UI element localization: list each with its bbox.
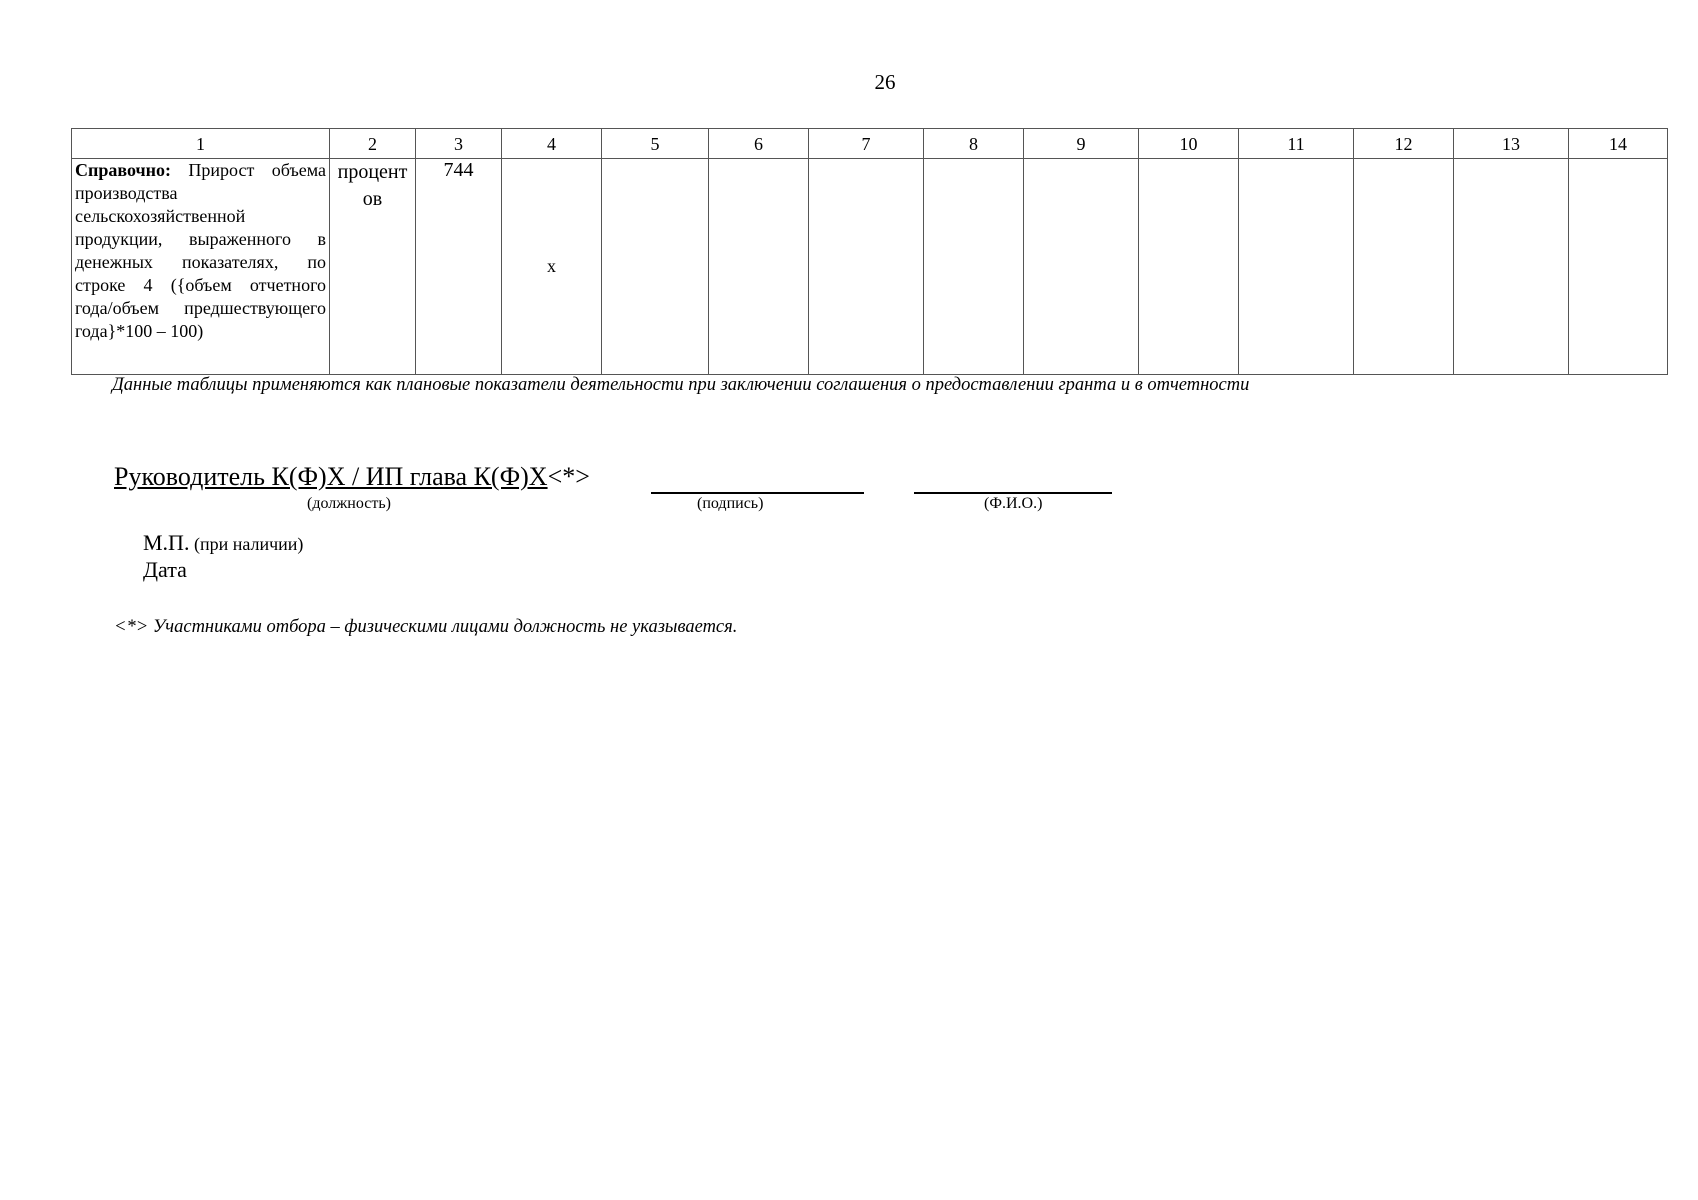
indicator-description: Прирост объема производства сельскохозяйственной продукции, выраженного в денежных показателях, по строке 4 ({объем отчетного года/объем предшествующего года}*100 – 100) — [75, 160, 326, 341]
position-title: Руководитель К(Ф)Х / ИП глава К(Ф)Х — [114, 462, 548, 491]
column-header: 12 — [1354, 129, 1454, 159]
stamp-hint: (при наличии) — [189, 534, 304, 554]
column-header: 4 — [502, 129, 602, 159]
code-cell: 744 — [416, 159, 502, 375]
column-header: 14 — [1569, 129, 1668, 159]
column-header: 8 — [924, 129, 1024, 159]
footnote: <*> Участниками отбора – физическими лицами должность не указывается. — [114, 617, 738, 637]
column-header: 10 — [1139, 129, 1239, 159]
stamp-abbrev: М.П. — [143, 530, 190, 555]
caption-signature: (подпись) — [697, 495, 764, 512]
column-header: 9 — [1024, 129, 1139, 159]
table-cell — [1239, 159, 1354, 375]
table-cell — [1569, 159, 1668, 375]
column-header: 11 — [1239, 129, 1354, 159]
page-number: 26 — [874, 70, 896, 94]
name-line — [914, 468, 1112, 494]
table-cell — [709, 159, 809, 375]
table-cell — [809, 159, 924, 375]
stamp-label — [143, 530, 303, 556]
caption-position: (должность) — [307, 495, 391, 512]
table-note: Данные таблицы применяются как плановые показатели деятельности при заключении соглашения о предоставлении гранта и в отчетности — [112, 375, 1250, 395]
table-cell — [602, 159, 709, 375]
indicator-name-cell — [72, 159, 330, 375]
table-header-row — [72, 129, 1668, 159]
col4-cell: x — [502, 159, 602, 375]
signature-line — [651, 468, 864, 494]
table-cell — [1024, 159, 1139, 375]
position-marker: <*> — [547, 462, 590, 491]
date-label: Дата — [143, 557, 187, 582]
table-cell — [1454, 159, 1569, 375]
column-header: 2 — [330, 129, 416, 159]
table-row — [72, 159, 1668, 375]
indicators-table — [71, 128, 1668, 375]
signature-position — [114, 462, 590, 492]
unit-cell: процентов — [330, 159, 416, 375]
column-header: 1 — [72, 129, 330, 159]
column-header: 7 — [809, 129, 924, 159]
column-header: 3 — [416, 129, 502, 159]
table-cell — [1354, 159, 1454, 375]
caption-name: (Ф.И.О.) — [984, 495, 1043, 512]
column-header: 6 — [709, 129, 809, 159]
table-cell — [1139, 159, 1239, 375]
column-header: 5 — [602, 129, 709, 159]
table-cell — [924, 159, 1024, 375]
indicator-bold-label: Справочно: — [75, 160, 172, 180]
column-header: 13 — [1454, 129, 1569, 159]
